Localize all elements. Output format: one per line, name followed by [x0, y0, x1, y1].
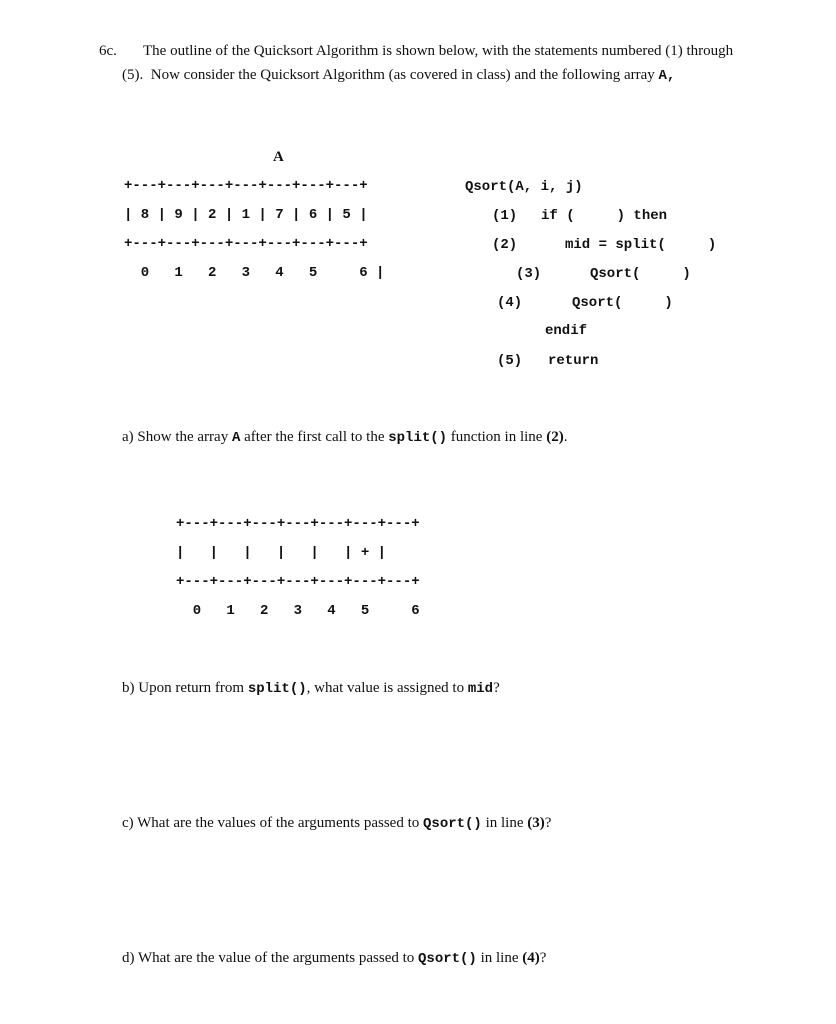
array-a-border-top: +---+---+---+---+---+---+---+: [124, 178, 368, 194]
part-b-text-2: , what value is assigned to: [306, 680, 468, 696]
blank-array-cells: | | | | | | + |: [176, 545, 387, 561]
part-a-array-name: A: [231, 430, 241, 446]
part-a-line-ref: (2): [546, 429, 564, 445]
part-c-text-3: ?: [544, 815, 552, 831]
code-line-5: return: [548, 353, 599, 369]
code-line-1: if ( ) then: [541, 208, 668, 224]
part-a-text-1: a) Show the array: [122, 429, 232, 445]
question-number: 6c.: [99, 43, 117, 59]
part-d-qsort-fn: Qsort(): [418, 951, 477, 967]
intro-line-1: The outline of the Quicksort Algorithm is shown below, with the statements numbered (1) through: [143, 43, 734, 59]
part-a-text-2: after the first call to the: [240, 429, 389, 445]
part-c-line-ref: (3): [527, 815, 545, 831]
part-b-text-1: b) Upon return from: [122, 680, 248, 696]
code-header: Qsort(A, i, j): [465, 179, 583, 195]
code-line-2: mid = split( ): [565, 237, 717, 253]
part-d-text-1: d) What are the value of the arguments passed to: [122, 950, 419, 966]
part-d-text-2: in line: [476, 950, 523, 966]
part-b-question: [122, 680, 500, 697]
code-line-3: Qsort( ): [590, 266, 691, 282]
part-a-text-4: .: [563, 429, 568, 445]
blank-array-border-top: +---+---+---+---+---+---+---+: [176, 516, 420, 532]
part-c-text-2: in line: [481, 815, 528, 831]
code-line-5-number: (5): [497, 353, 523, 369]
blank-array-indices: 0 1 2 3 4 5 6: [176, 603, 420, 619]
part-d-text-3: ?: [539, 950, 547, 966]
intro-line-2-text: (5). Now consider the Quicksort Algorithm (as covered in class) and the following array: [122, 67, 659, 83]
code-line-3-number: (3): [516, 266, 542, 282]
part-b-split-fn: split(): [247, 681, 307, 697]
part-b-text-3: ?: [493, 680, 500, 696]
part-d-question: [122, 950, 546, 967]
array-a-border-bottom: +---+---+---+---+---+---+---+: [124, 236, 368, 252]
code-line-4: Qsort( ): [572, 295, 673, 311]
code-endif: endif: [545, 323, 588, 339]
code-line-2-number: (2): [492, 237, 518, 253]
intro-array-name: A,: [658, 68, 676, 84]
array-a-values: | 8 | 9 | 2 | 1 | 7 | 6 | 5 |: [124, 207, 368, 223]
part-b-mid-var: mid: [467, 681, 494, 697]
part-d-line-ref: (4): [522, 950, 540, 966]
part-a-question: [122, 429, 567, 446]
part-c-text-1: c) What are the values of the arguments passed to: [122, 815, 424, 831]
part-c-question: [122, 815, 551, 832]
blank-array-border-bottom: +---+---+---+---+---+---+---+: [176, 574, 420, 590]
code-line-4-number: (4): [497, 295, 523, 311]
array-a-label: A: [273, 149, 284, 165]
part-c-qsort-fn: Qsort(): [423, 816, 482, 832]
part-a-split-fn: split(): [388, 430, 448, 446]
code-line-1-number: (1): [492, 208, 518, 224]
intro-line-2: [122, 67, 675, 84]
array-a-indices: 0 1 2 3 4 5 6 |: [124, 265, 385, 281]
part-a-text-3: function in line: [447, 429, 547, 445]
